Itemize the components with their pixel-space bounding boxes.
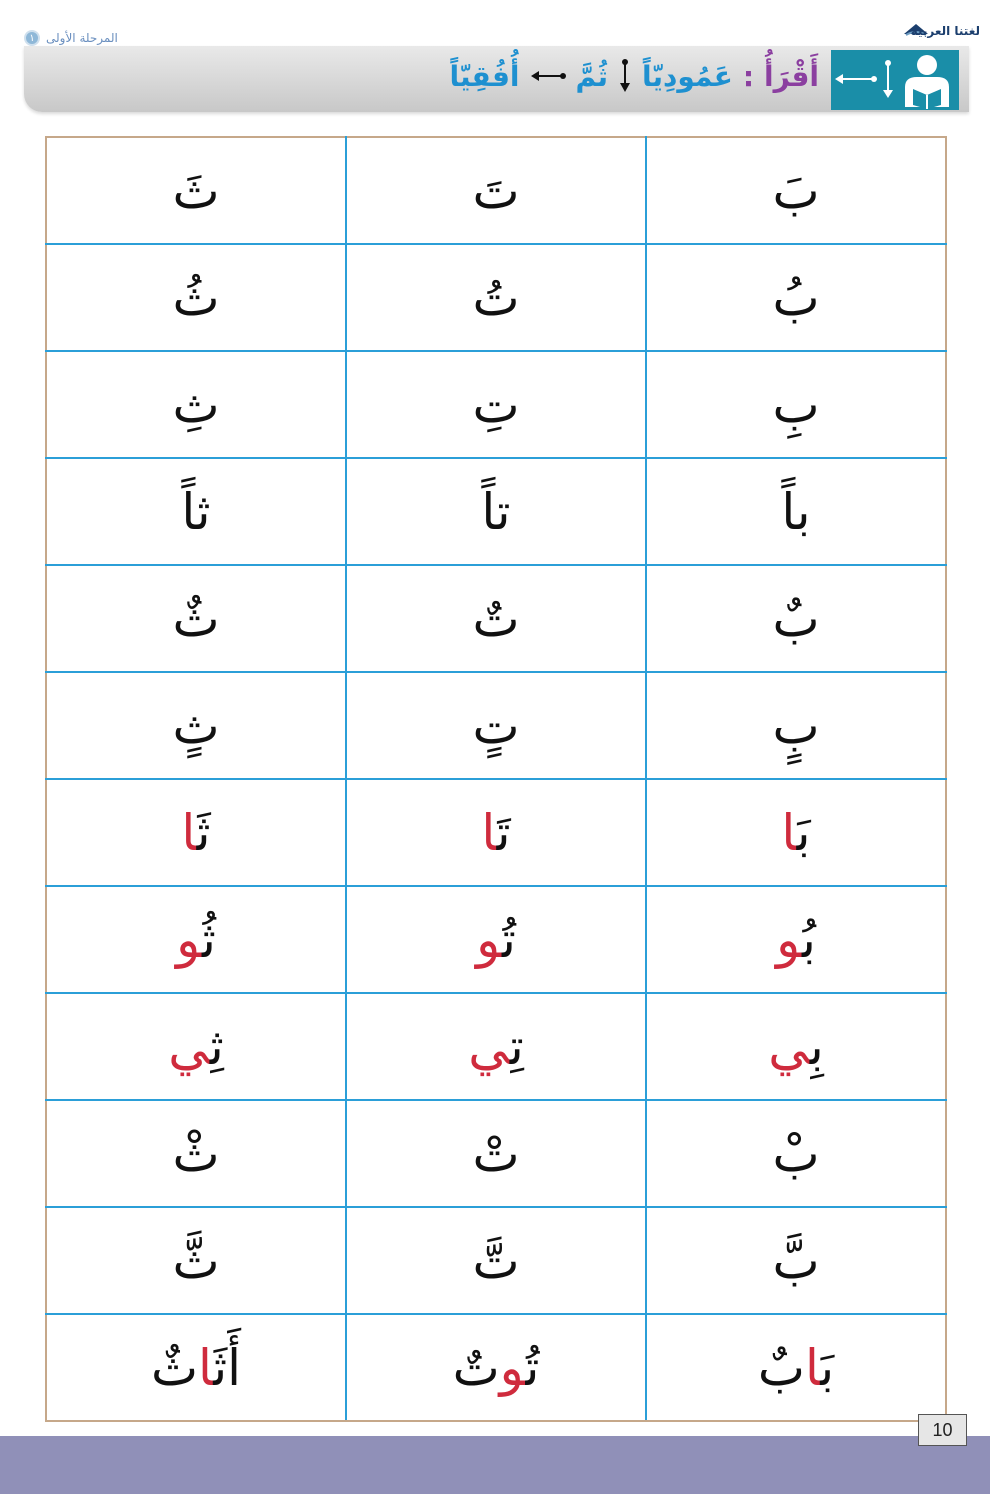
letter-part: تِ bbox=[509, 1017, 524, 1076]
letter-part: باً bbox=[781, 482, 811, 541]
letter-part: ثَ bbox=[196, 803, 211, 862]
letter-cell bbox=[346, 1207, 646, 1314]
table-row bbox=[46, 458, 946, 565]
letter-cell bbox=[346, 1314, 646, 1421]
letter-part-highlight: ا bbox=[481, 803, 497, 862]
letter-part: ث bbox=[172, 589, 220, 648]
table-row bbox=[46, 886, 946, 993]
letter-part-highlight: ا bbox=[804, 1338, 821, 1397]
letter-cell bbox=[46, 137, 346, 244]
letter-cell bbox=[646, 1314, 946, 1421]
letter-part: تَّ bbox=[472, 1231, 520, 1290]
letter-part: بَ bbox=[820, 1338, 835, 1397]
letter-part: بٍ bbox=[772, 696, 820, 755]
letter-cell bbox=[646, 458, 946, 565]
letter-cell bbox=[346, 137, 646, 244]
letter-part-highlight: و bbox=[499, 1338, 526, 1397]
footer-band bbox=[0, 1436, 990, 1494]
letters-table-body bbox=[46, 137, 946, 1421]
letter-cell bbox=[346, 886, 646, 993]
letter-part: تاً bbox=[481, 482, 511, 541]
letter-part: بُ bbox=[801, 910, 816, 969]
letter-cell bbox=[46, 672, 346, 779]
letter-part: ثٍ bbox=[172, 696, 220, 755]
letter-cell bbox=[46, 886, 346, 993]
letter-cell bbox=[646, 1100, 946, 1207]
instruction-bar bbox=[24, 46, 969, 112]
table-row bbox=[46, 1207, 946, 1314]
letter-part: ثُ bbox=[172, 268, 220, 327]
page-number: 10 bbox=[918, 1414, 967, 1446]
table-row bbox=[46, 244, 946, 351]
letter-cell bbox=[646, 779, 946, 886]
letter-cell bbox=[46, 1100, 346, 1207]
letter-part: تَ bbox=[496, 803, 511, 862]
table-row bbox=[46, 1314, 946, 1421]
letter-cell bbox=[346, 565, 646, 672]
letter-part: تُ bbox=[501, 910, 516, 969]
letter-part: تْ bbox=[472, 1124, 520, 1183]
letter-cell bbox=[346, 351, 646, 458]
letter-part-highlight: ا bbox=[181, 803, 197, 862]
logo-text: لغتنا العربية bbox=[910, 24, 980, 38]
table-row bbox=[46, 993, 946, 1100]
letter-cell bbox=[346, 458, 646, 565]
letter-cell bbox=[46, 458, 346, 565]
stage-label-text: المرحلة الأولى bbox=[46, 31, 118, 45]
arrow-down-small-icon bbox=[618, 59, 632, 93]
publisher-logo bbox=[902, 18, 980, 48]
letter-part: بَّ bbox=[772, 1231, 820, 1290]
letter-part-highlight: ا bbox=[781, 803, 797, 862]
letter-cell bbox=[46, 993, 346, 1100]
arrow-left-icon bbox=[833, 72, 877, 86]
letter-part-highlight: ي bbox=[768, 1017, 810, 1076]
letter-cell bbox=[346, 244, 646, 351]
instruction-colon: : bbox=[742, 59, 755, 93]
letter-part: تَ bbox=[472, 161, 520, 220]
letter-part: ثُ bbox=[201, 910, 216, 969]
table-row bbox=[46, 351, 946, 458]
letter-cell bbox=[46, 779, 346, 886]
letter-cell bbox=[346, 672, 646, 779]
letter-cell bbox=[646, 351, 946, 458]
arrow-left-small-icon bbox=[530, 69, 566, 83]
letter-part: ثَ bbox=[172, 161, 220, 220]
letter-cell bbox=[646, 137, 946, 244]
letter-part: ت bbox=[472, 589, 520, 648]
letter-part: ثاً bbox=[181, 482, 211, 541]
letter-part-highlight: ا bbox=[198, 1338, 214, 1397]
letter-part: تُ bbox=[525, 1338, 540, 1397]
letter-part: بِ bbox=[772, 375, 820, 434]
table-row bbox=[46, 1100, 946, 1207]
letter-cell bbox=[646, 886, 946, 993]
instruction-text bbox=[449, 54, 819, 98]
letter-part: بَ bbox=[772, 161, 820, 220]
letter-part-highlight: و bbox=[476, 910, 502, 969]
instruction-horizontal: أُفُقِيّاً bbox=[449, 59, 520, 93]
instruction-read: أَقْرَأُ bbox=[764, 59, 819, 93]
letter-cell bbox=[346, 1100, 646, 1207]
instruction-vertical: عَمُودِيّاً bbox=[641, 59, 733, 93]
letter-cell bbox=[46, 351, 346, 458]
letter-part: ب bbox=[772, 589, 820, 648]
letter-cell bbox=[646, 672, 946, 779]
letter-part: ثَّ bbox=[172, 1231, 220, 1290]
reading-person-icon bbox=[899, 51, 955, 109]
letter-part: بِ bbox=[809, 1017, 824, 1076]
table-row bbox=[46, 779, 946, 886]
stage-label bbox=[24, 28, 118, 48]
letter-part: بَ bbox=[796, 803, 811, 862]
letter-cell bbox=[646, 1207, 946, 1314]
letter-cell bbox=[646, 993, 946, 1100]
letter-cell bbox=[346, 993, 646, 1100]
table-row bbox=[46, 137, 946, 244]
letter-part: تُ bbox=[472, 268, 520, 327]
letter-part: تٍ bbox=[472, 696, 520, 755]
letter-part: ثْ bbox=[172, 1124, 220, 1183]
letter-part: بٌ bbox=[757, 1338, 805, 1397]
letter-part: بُ bbox=[772, 268, 820, 327]
reading-icon-box bbox=[831, 50, 959, 110]
letter-part: تٌ bbox=[452, 1338, 500, 1397]
letter-cell bbox=[46, 244, 346, 351]
letter-cell bbox=[646, 565, 946, 672]
letter-part-highlight: ي bbox=[468, 1017, 510, 1076]
letter-part: أَثَ bbox=[213, 1338, 242, 1397]
letter-cell bbox=[46, 1314, 346, 1421]
letter-part: ثٌ bbox=[150, 1338, 199, 1397]
table-row bbox=[46, 672, 946, 779]
letter-part: بْ bbox=[772, 1124, 820, 1183]
instruction-then: ثُمَّ bbox=[575, 59, 608, 93]
letter-part: ثِ bbox=[209, 1017, 224, 1076]
letter-part: ثِ bbox=[172, 375, 220, 434]
letter-part-highlight: و bbox=[776, 910, 802, 969]
letter-part-highlight: ي bbox=[168, 1017, 210, 1076]
arrow-down-icon bbox=[881, 60, 895, 100]
letters-table bbox=[45, 136, 947, 1422]
letter-cell bbox=[46, 1207, 346, 1314]
letter-cell bbox=[46, 565, 346, 672]
letter-part-highlight: و bbox=[176, 910, 202, 969]
letter-cell bbox=[346, 779, 646, 886]
letter-cell bbox=[646, 244, 946, 351]
table-row bbox=[46, 565, 946, 672]
letter-part: تِ bbox=[472, 375, 520, 434]
stage-number-badge: ١ bbox=[24, 30, 40, 46]
